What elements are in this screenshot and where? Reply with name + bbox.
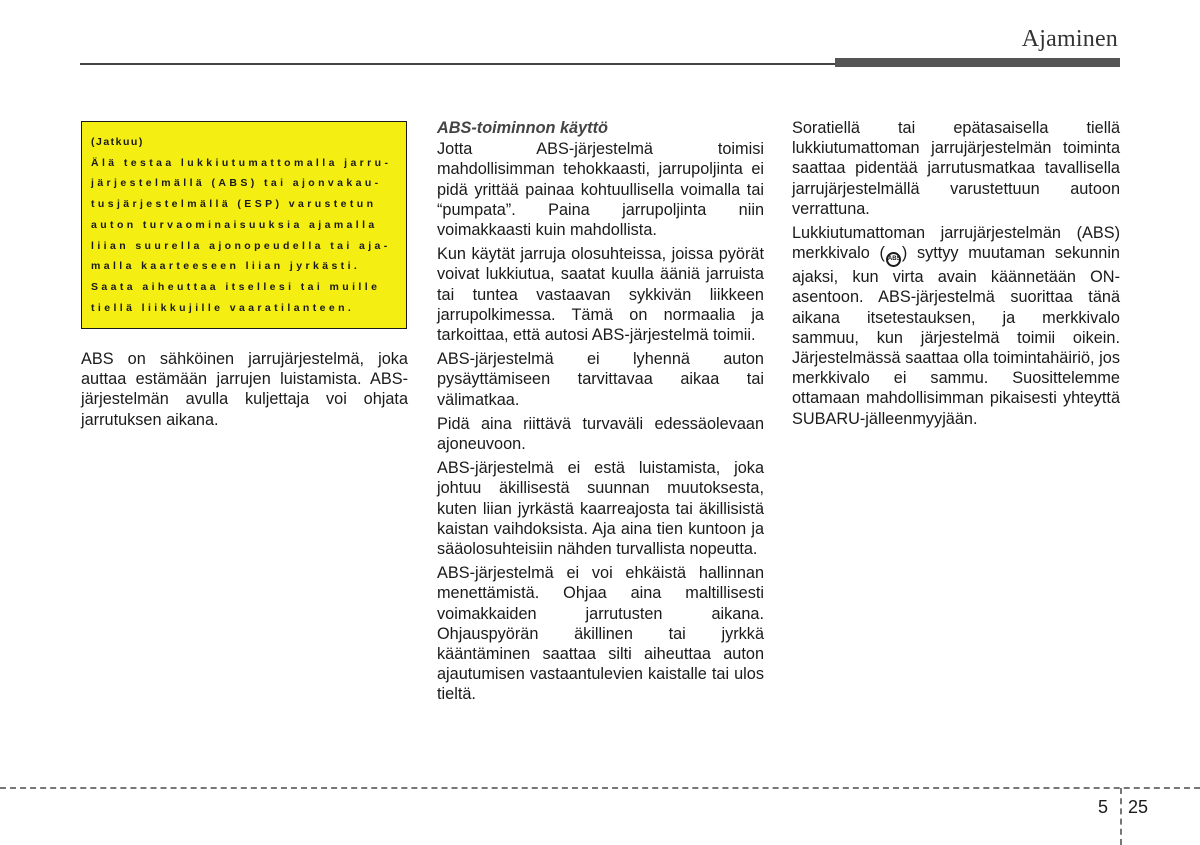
warning-line: järjestelmällä (ABS) tai ajonvakau- [91,177,382,190]
warning-line: (Jatkuu) [91,136,144,148]
page-number: 25 [1128,797,1149,817]
column-1 [81,349,408,434]
body-paragraph: ABS on sähköinen jarrujärjestelmä, joka auttaa estämään jarrujen luistamista. ABS-järjestelmän avulla kuljettaja voi ohjata jarrutuksen aikana. [81,350,408,429]
header-bar [835,58,1120,67]
paragraph-text: ) syttyy muutaman sekunnin ajaksi, kun virta avain käännetään ON-asentoon. ABS-järjestelmä suorittaa tänä aikana itsetestauksen, ja merkkivalo sammuu, kun järjestelmä toimii oikein. Järjestelmässä saattaa olla toimintahäiriö, jos merkkivalo ei sammu. Suosittelemme ottamaan mahdollisimman pikaisesti yhteyttä SUBARU-jälleenmyyjään. [792,244,1120,428]
warning-box [81,121,407,329]
body-paragraph-with-icon [792,223,1120,429]
warning-line: Älä testaa lukkiutumattomalla jarru- [91,156,392,169]
paragraph-text: Lukkiutumattoman jarrujärjestelmän (ABS) merkkivalo ( [792,224,1120,263]
abs-warning-light-icon: ABS [886,252,901,267]
column-3 [792,118,1120,433]
body-paragraph: Pidä aina riittävä turvaväli edessäolevaan ajoneuvoon. [437,414,764,454]
warning-line: malla kaarteeseen liian jyrkästi. [91,260,361,273]
column-2 [437,118,764,709]
warning-line: tusjärjestelmällä (ESP) varustetun [91,198,377,211]
body-paragraph: Soratiellä tai epätasaisella tiellä lukkiutumattoman jarrujärjestelmän toiminta saattaa pidentää jarrutusmatkaa tavallisella jarrujärjestelmällä varustettuun autoon verrattuna. [792,119,1120,218]
header-title: Ajaminen [1021,26,1118,52]
warning-line: auton turvaominaisuuksia ajamalla [91,218,378,231]
body-paragraph: Kun käytät jarruja olosuhteissa, joissa pyörät voivat lukkiutua, saatat kuulla ääniä jarruista tai tuntea vastaavan sykkivän liikkeen jarrupolkimessa. Tämä on normaalia ja tarkoittaa, että autosi ABS-järjestelmä toimii. [437,245,764,345]
warning-line: liian suurella ajonopeudella tai aja- [91,239,391,252]
footer-dashed-line [0,787,1200,789]
footer-vertical-divider [1120,788,1122,845]
body-paragraph: ABS-järjestelmä ei voi ehkäistä hallinnan menettämistä. Ohjaa aina maltillisesti voimakkaiden jarrutusten aikana. Ohjauspyörän äkillinen tai jyrkkä kääntäminen saattaa silti aiheuttaa auton ajautumisen vastaantulevien kaistalle tai ulos tieltä. [437,564,764,704]
warning-line: tiellä liikkujille vaaratilanteen. [91,301,355,314]
body-paragraph: Jotta ABS-järjestelmä toimisi mahdollisimman tehokkaasti, jarrupoljinta ei pidä yrittää painaa kohtuullisella voimalla tai “pumpata”. Paina jarrupoljinta niin voimakkaasti kuin mahdollista. [437,140,764,240]
warning-line: Saata aiheuttaa itsellesi tai muille [91,280,381,293]
header-rule [80,63,840,65]
chapter-number: 5 [1098,797,1109,817]
body-paragraph: ABS-järjestelmä ei estä luistamista, joka johtuu äkillisestä suunnan muutoksesta, kuten liian jyrkästä kaarreajosta tai äkillisistä kaistan vaihdoksista. Aja aina tien kuntoon ja sääolosuhteisiin nähden turvallista nopeutta. [437,459,764,559]
body-paragraph: ABS-järjestelmä ei lyhennä auton pysäyttämiseen tarvittavaa aikaa tai välimatkaa. [437,350,764,409]
section-heading: ABS-toiminnon käyttö [437,119,608,137]
